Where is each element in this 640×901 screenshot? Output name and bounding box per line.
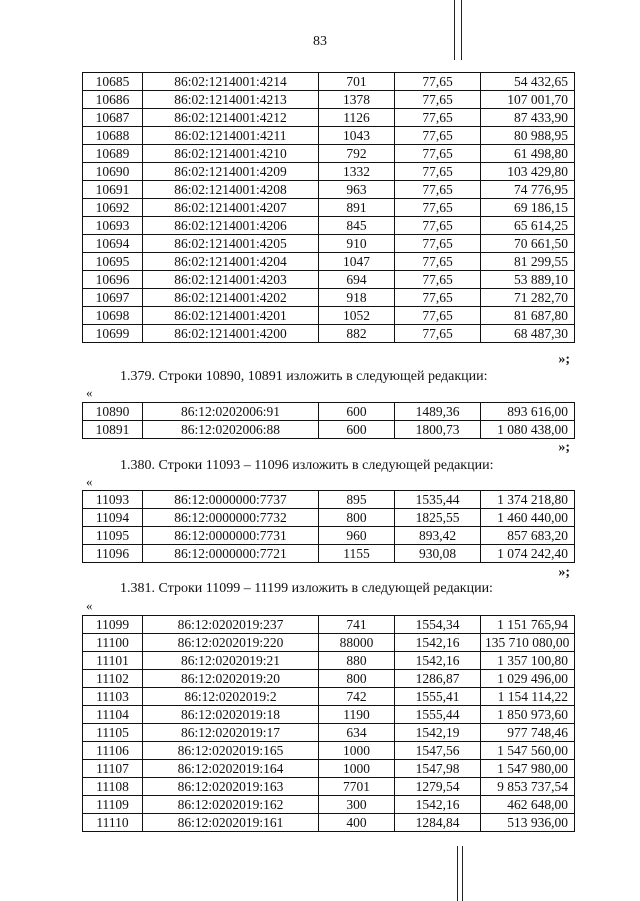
- value-cell: 857 683,20: [481, 527, 575, 545]
- value-cell: 68 487,30: [481, 325, 575, 343]
- area-cell: 701: [319, 73, 395, 91]
- area-cell: 741: [319, 616, 395, 634]
- area-cell: 742: [319, 688, 395, 706]
- value-cell: 74 776,95: [481, 181, 575, 199]
- rate-cell: 1800,73: [395, 421, 481, 439]
- area-cell: 960: [319, 527, 395, 545]
- cadastral-number-cell: 86:02:1214001:4201: [143, 307, 319, 325]
- area-cell: 895: [319, 491, 395, 509]
- cadastral-number-cell: 86:02:1214001:4210: [143, 145, 319, 163]
- rate-cell: 1825,55: [395, 509, 481, 527]
- section-heading-1381: 1.381. Строки 11099 – 11199 изложить в следующей редакции:: [120, 581, 493, 596]
- table-row: [83, 688, 575, 706]
- closing-quote: »;: [558, 565, 570, 580]
- area-cell: 910: [319, 235, 395, 253]
- row-number-cell: 10692: [83, 199, 143, 217]
- row-number-cell: 11102: [83, 670, 143, 688]
- rate-cell: 1284,84: [395, 814, 481, 832]
- table-row: [83, 724, 575, 742]
- cadastral-number-cell: 86:12:0000000:7732: [143, 509, 319, 527]
- value-cell: 1 460 440,00: [481, 509, 575, 527]
- area-cell: 1052: [319, 307, 395, 325]
- table-row: [83, 616, 575, 634]
- rate-cell: 1542,16: [395, 634, 481, 652]
- section-heading-1379: 1.379. Строки 10890, 10891 изложить в следующей редакции:: [120, 369, 488, 384]
- rate-cell: 77,65: [395, 145, 481, 163]
- cadastral-number-cell: 86:12:0202019:164: [143, 760, 319, 778]
- row-number-cell: 11103: [83, 688, 143, 706]
- area-cell: 880: [319, 652, 395, 670]
- row-number-cell: 10687: [83, 109, 143, 127]
- cadastral-table-1381: [82, 615, 575, 832]
- value-cell: 103 429,80: [481, 163, 575, 181]
- area-cell: 800: [319, 670, 395, 688]
- row-number-cell: 11094: [83, 509, 143, 527]
- area-cell: 694: [319, 271, 395, 289]
- area-cell: 882: [319, 325, 395, 343]
- rate-cell: 77,65: [395, 127, 481, 145]
- row-number-cell: 10690: [83, 163, 143, 181]
- cadastral-number-cell: 86:12:0202019:2: [143, 688, 319, 706]
- area-cell: 800: [319, 509, 395, 527]
- value-cell: 1 154 114,22: [481, 688, 575, 706]
- area-cell: 1000: [319, 760, 395, 778]
- area-cell: 845: [319, 217, 395, 235]
- cadastral-number-cell: 86:02:1214001:4207: [143, 199, 319, 217]
- table-row: [83, 199, 575, 217]
- value-cell: 54 432,65: [481, 73, 575, 91]
- table-row: [83, 325, 575, 343]
- rate-cell: 77,65: [395, 235, 481, 253]
- cadastral-number-cell: 86:12:0202019:162: [143, 796, 319, 814]
- table-row: [83, 634, 575, 652]
- area-cell: 300: [319, 796, 395, 814]
- opening-quote: «: [86, 385, 93, 400]
- area-cell: 918: [319, 289, 395, 307]
- cadastral-number-cell: 86:12:0202019:165: [143, 742, 319, 760]
- scan-artifact-line: [462, 846, 463, 901]
- area-cell: 1047: [319, 253, 395, 271]
- row-number-cell: 10689: [83, 145, 143, 163]
- table-row: [83, 217, 575, 235]
- row-number-cell: 10696: [83, 271, 143, 289]
- row-number-cell: 11100: [83, 634, 143, 652]
- row-number-cell: 11099: [83, 616, 143, 634]
- rate-cell: 77,65: [395, 163, 481, 181]
- table-row: [83, 796, 575, 814]
- value-cell: 1 547 560,00: [481, 742, 575, 760]
- value-cell: 1 029 496,00: [481, 670, 575, 688]
- table-row: [83, 545, 575, 563]
- area-cell: 400: [319, 814, 395, 832]
- row-number-cell: 11101: [83, 652, 143, 670]
- value-cell: 9 853 737,54: [481, 778, 575, 796]
- row-number-cell: 11096: [83, 545, 143, 563]
- rate-cell: 77,65: [395, 217, 481, 235]
- value-cell: 61 498,80: [481, 145, 575, 163]
- table-row: [83, 253, 575, 271]
- value-cell: 1 547 980,00: [481, 760, 575, 778]
- cadastral-number-cell: 86:12:0202019:18: [143, 706, 319, 724]
- table-row: [83, 307, 575, 325]
- cadastral-number-cell: 86:12:0202019:21: [143, 652, 319, 670]
- value-cell: 65 614,25: [481, 217, 575, 235]
- value-cell: 1 357 100,80: [481, 652, 575, 670]
- cadastral-number-cell: 86:12:0000000:7731: [143, 527, 319, 545]
- area-cell: 891: [319, 199, 395, 217]
- opening-quote: «: [86, 474, 93, 489]
- table-row: [83, 527, 575, 545]
- table-row: [83, 760, 575, 778]
- value-cell: 1 151 765,94: [481, 616, 575, 634]
- row-number-cell: 11108: [83, 778, 143, 796]
- area-cell: 600: [319, 421, 395, 439]
- area-cell: 1378: [319, 91, 395, 109]
- row-number-cell: 10693: [83, 217, 143, 235]
- table-row: [83, 145, 575, 163]
- value-cell: 69 186,15: [481, 199, 575, 217]
- table-row: [83, 670, 575, 688]
- row-number-cell: 10686: [83, 91, 143, 109]
- area-cell: 792: [319, 145, 395, 163]
- area-cell: 1126: [319, 109, 395, 127]
- rate-cell: 77,65: [395, 199, 481, 217]
- value-cell: 1 850 973,60: [481, 706, 575, 724]
- table-row: [83, 778, 575, 796]
- value-cell: 1 080 438,00: [481, 421, 575, 439]
- cadastral-number-cell: 86:12:0202006:91: [143, 403, 319, 421]
- cadastral-number-cell: 86:02:1214001:4214: [143, 73, 319, 91]
- rate-cell: 1547,98: [395, 760, 481, 778]
- rate-cell: 77,65: [395, 253, 481, 271]
- cadastral-number-cell: 86:12:0202019:220: [143, 634, 319, 652]
- cadastral-number-cell: 86:12:0202019:237: [143, 616, 319, 634]
- rate-cell: 1279,54: [395, 778, 481, 796]
- cadastral-number-cell: 86:02:1214001:4202: [143, 289, 319, 307]
- table-row: [83, 509, 575, 527]
- cadastral-number-cell: 86:12:0000000:7737: [143, 491, 319, 509]
- rate-cell: 1555,41: [395, 688, 481, 706]
- table-row: [83, 235, 575, 253]
- rate-cell: 77,65: [395, 271, 481, 289]
- cadastral-number-cell: 86:12:0202019:17: [143, 724, 319, 742]
- row-number-cell: 10891: [83, 421, 143, 439]
- value-cell: 80 988,95: [481, 127, 575, 145]
- row-number-cell: 10688: [83, 127, 143, 145]
- table-row: [83, 421, 575, 439]
- rate-cell: 1542,19: [395, 724, 481, 742]
- rate-cell: 1535,44: [395, 491, 481, 509]
- table-row: [83, 73, 575, 91]
- value-cell: 462 648,00: [481, 796, 575, 814]
- scan-artifact-line: [454, 0, 455, 60]
- cadastral-number-cell: 86:02:1214001:4205: [143, 235, 319, 253]
- table-row: [83, 91, 575, 109]
- rate-cell: 1542,16: [395, 796, 481, 814]
- value-cell: 513 936,00: [481, 814, 575, 832]
- rate-cell: 1542,16: [395, 652, 481, 670]
- rate-cell: 77,65: [395, 181, 481, 199]
- value-cell: 53 889,10: [481, 271, 575, 289]
- rate-cell: 893,42: [395, 527, 481, 545]
- section-heading-1380: 1.380. Строки 11093 – 11096 изложить в следующей редакции:: [120, 458, 494, 473]
- row-number-cell: 10685: [83, 73, 143, 91]
- rate-cell: 1286,87: [395, 670, 481, 688]
- table-row: [83, 652, 575, 670]
- area-cell: 1155: [319, 545, 395, 563]
- row-number-cell: 10890: [83, 403, 143, 421]
- row-number-cell: 10691: [83, 181, 143, 199]
- scan-artifact-line: [457, 846, 458, 901]
- cadastral-number-cell: 86:12:0202019:163: [143, 778, 319, 796]
- row-number-cell: 10697: [83, 289, 143, 307]
- row-number-cell: 10698: [83, 307, 143, 325]
- area-cell: 634: [319, 724, 395, 742]
- cadastral-number-cell: 86:02:1214001:4200: [143, 325, 319, 343]
- value-cell: 81 299,55: [481, 253, 575, 271]
- area-cell: 600: [319, 403, 395, 421]
- table-row: [83, 163, 575, 181]
- value-cell: 1 074 242,40: [481, 545, 575, 563]
- row-number-cell: 10699: [83, 325, 143, 343]
- page-number: 83: [313, 34, 327, 49]
- table-row: [83, 706, 575, 724]
- rate-cell: 77,65: [395, 307, 481, 325]
- rate-cell: 1489,36: [395, 403, 481, 421]
- rate-cell: 1547,56: [395, 742, 481, 760]
- row-number-cell: 11104: [83, 706, 143, 724]
- cadastral-number-cell: 86:02:1214001:4213: [143, 91, 319, 109]
- row-number-cell: 11110: [83, 814, 143, 832]
- area-cell: 7701: [319, 778, 395, 796]
- closing-quote: »;: [558, 352, 570, 367]
- cadastral-number-cell: 86:02:1214001:4209: [143, 163, 319, 181]
- value-cell: 135 710 080,00: [481, 634, 575, 652]
- table-row: [83, 814, 575, 832]
- cadastral-number-cell: 86:12:0202019:161: [143, 814, 319, 832]
- row-number-cell: 11109: [83, 796, 143, 814]
- cadastral-number-cell: 86:02:1214001:4211: [143, 127, 319, 145]
- value-cell: 81 687,80: [481, 307, 575, 325]
- cadastral-number-cell: 86:02:1214001:4203: [143, 271, 319, 289]
- closing-quote: »;: [558, 440, 570, 455]
- table-row: [83, 491, 575, 509]
- table-row: [83, 109, 575, 127]
- row-number-cell: 11093: [83, 491, 143, 509]
- rate-cell: 77,65: [395, 325, 481, 343]
- opening-quote: «: [86, 598, 93, 613]
- value-cell: 87 433,90: [481, 109, 575, 127]
- cadastral-number-cell: 86:12:0000000:7721: [143, 545, 319, 563]
- value-cell: 107 001,70: [481, 91, 575, 109]
- table-row: [83, 181, 575, 199]
- table-row: [83, 403, 575, 421]
- rate-cell: 1555,44: [395, 706, 481, 724]
- rate-cell: 77,65: [395, 109, 481, 127]
- value-cell: 893 616,00: [481, 403, 575, 421]
- scan-artifact-line: [461, 0, 462, 60]
- cadastral-number-cell: 86:12:0202006:88: [143, 421, 319, 439]
- cadastral-table-1379: [82, 402, 575, 439]
- row-number-cell: 11105: [83, 724, 143, 742]
- table-row: [83, 742, 575, 760]
- cadastral-number-cell: 86:02:1214001:4208: [143, 181, 319, 199]
- row-number-cell: 10694: [83, 235, 143, 253]
- area-cell: 88000: [319, 634, 395, 652]
- value-cell: 70 661,50: [481, 235, 575, 253]
- cadastral-number-cell: 86:02:1214001:4204: [143, 253, 319, 271]
- cadastral-table-continued: [82, 72, 575, 343]
- row-number-cell: 11095: [83, 527, 143, 545]
- value-cell: 1 374 218,80: [481, 491, 575, 509]
- table-row: [83, 289, 575, 307]
- area-cell: 1000: [319, 742, 395, 760]
- rate-cell: 77,65: [395, 289, 481, 307]
- rate-cell: 930,08: [395, 545, 481, 563]
- area-cell: 1190: [319, 706, 395, 724]
- table-row: [83, 127, 575, 145]
- cadastral-number-cell: 86:02:1214001:4212: [143, 109, 319, 127]
- area-cell: 1332: [319, 163, 395, 181]
- value-cell: 71 282,70: [481, 289, 575, 307]
- table-row: [83, 271, 575, 289]
- rate-cell: 1554,34: [395, 616, 481, 634]
- area-cell: 1043: [319, 127, 395, 145]
- cadastral-table-1380: [82, 490, 575, 563]
- row-number-cell: 11107: [83, 760, 143, 778]
- row-number-cell: 10695: [83, 253, 143, 271]
- cadastral-number-cell: 86:02:1214001:4206: [143, 217, 319, 235]
- rate-cell: 77,65: [395, 91, 481, 109]
- value-cell: 977 748,46: [481, 724, 575, 742]
- cadastral-number-cell: 86:12:0202019:20: [143, 670, 319, 688]
- rate-cell: 77,65: [395, 73, 481, 91]
- row-number-cell: 11106: [83, 742, 143, 760]
- area-cell: 963: [319, 181, 395, 199]
